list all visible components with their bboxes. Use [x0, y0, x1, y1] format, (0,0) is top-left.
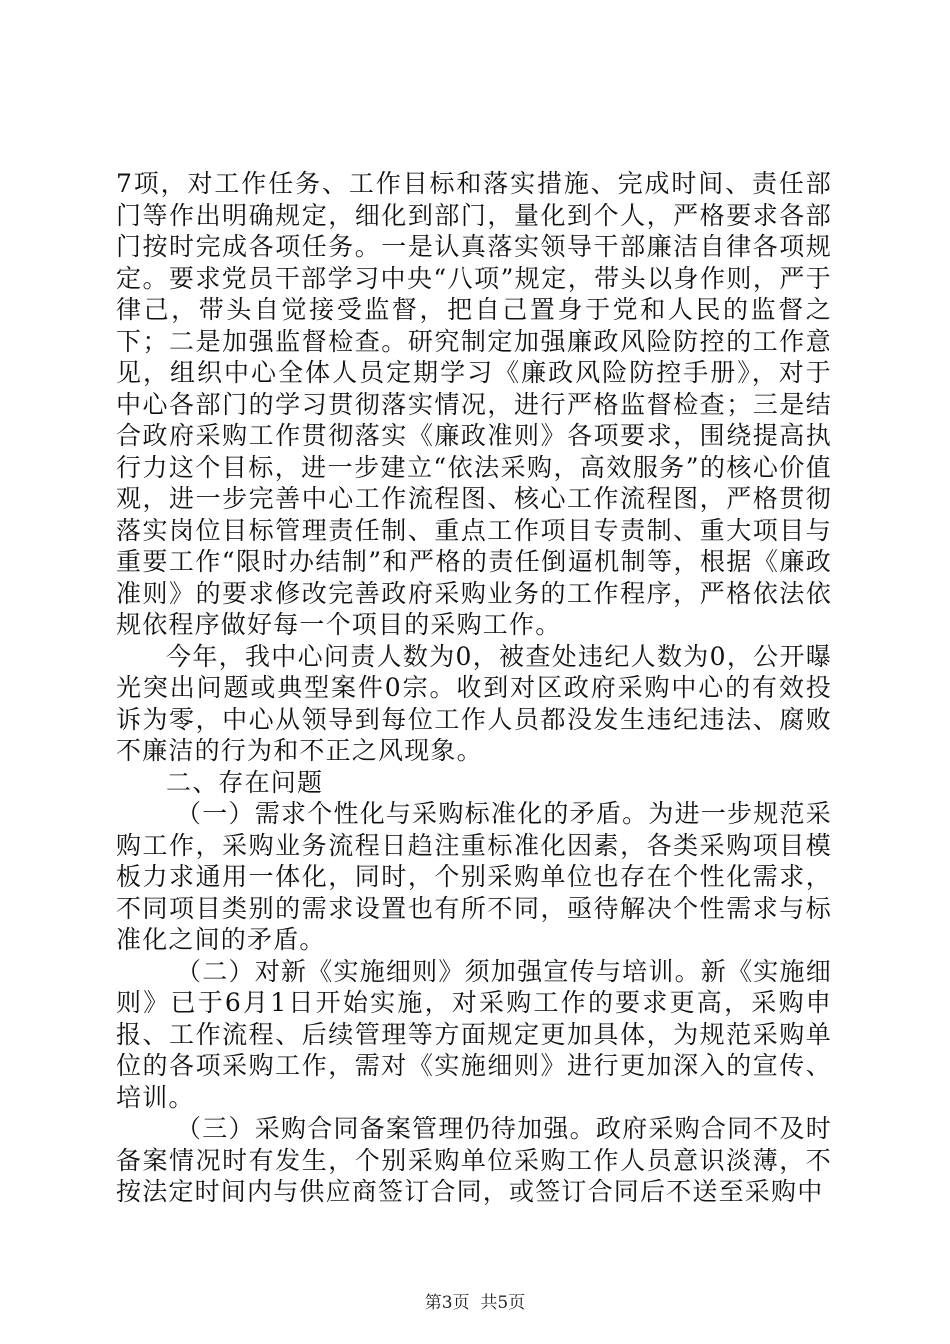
- body-paragraph: 7项，对工作任务、工作目标和落实措施、完成时间、责任部门等作出明确规定，细化到部门，量化到个人，严格要求各部门按时完成各项任务。一是认真落实领导干部廉洁自律各项规定。要求党员干部学习中央“八项”规定，带头以身作则，严于律己，带头自觉接受监督，把自己置身于党和人民的监督之下；二是加强监督检查。研究制定加强廉政风险防控的工作意见，组织中心全体人员定期学习《廉政风险防控手册》，对于中心各部门的学习贯彻落实情况，进行严格监督检查；三是结合政府采购工作贯彻落实《廉政准则》各项要求，围绕提高执行力这个目标，进一步建立“依法采购，高效服务”的核心价值观，进一步完善中心工作流程图、核心工作流程图，严格贯彻落实岗位目标管理责任制、重点工作项目专责制、重大项目与重要工作“限时办结制”和严格的责任倒逼机制等，根据《廉政准则》的要求修改完善政府采购业务的工作程序，严格依法依规依程序做好每一个项目的采购工作。: [116, 169, 832, 639]
- page-footer: [0, 1292, 950, 1314]
- body-paragraph: （三）采购合同备案管理仍待加强。政府采购合同不及时备案情况时有发生，个别采购单位采购工作人员意识淡薄，不按法定时间内与供应商签订合同，或签订合同后不送至采购中: [116, 1114, 832, 1206]
- body-paragraph: （一）需求个性化与采购标准化的矛盾。为进一步规范采购工作，采购业务流程日趋注重标准化因素，各类采购项目模板力求通用一体化，同时，个别采购单位也存在个性化需求，不同项目类别的需求设置也有所不同，亟待解决个性需求与标准化之间的矛盾。: [116, 799, 832, 954]
- page-number: 第3页: [424, 1293, 470, 1313]
- section-heading: 二、存在问题: [166, 767, 324, 797]
- page-total: 共5页: [480, 1293, 526, 1313]
- body-paragraph: （二）对新《实施细则》须加强宣传与培训。新《实施细则》已于6月1日开始实施，对采购工作的要求更高，采购申报、工作流程、后续管理等方面规定更加具体，为规范采购单位的各项采购工作，需对《实施细则》进行更加深入的宣传、培训。: [116, 956, 832, 1112]
- body-paragraph: 今年，我中心问责人数为0，被查处违纪人数为0，公开曝光突出问题或典型案件0宗。收到对区政府采购中心的有效投诉为零，中心从领导到每位工作人员都没发生违纪违法、腐败不廉洁的行为和不正之风现象。: [116, 641, 832, 765]
- document-body: [116, 168, 832, 1208]
